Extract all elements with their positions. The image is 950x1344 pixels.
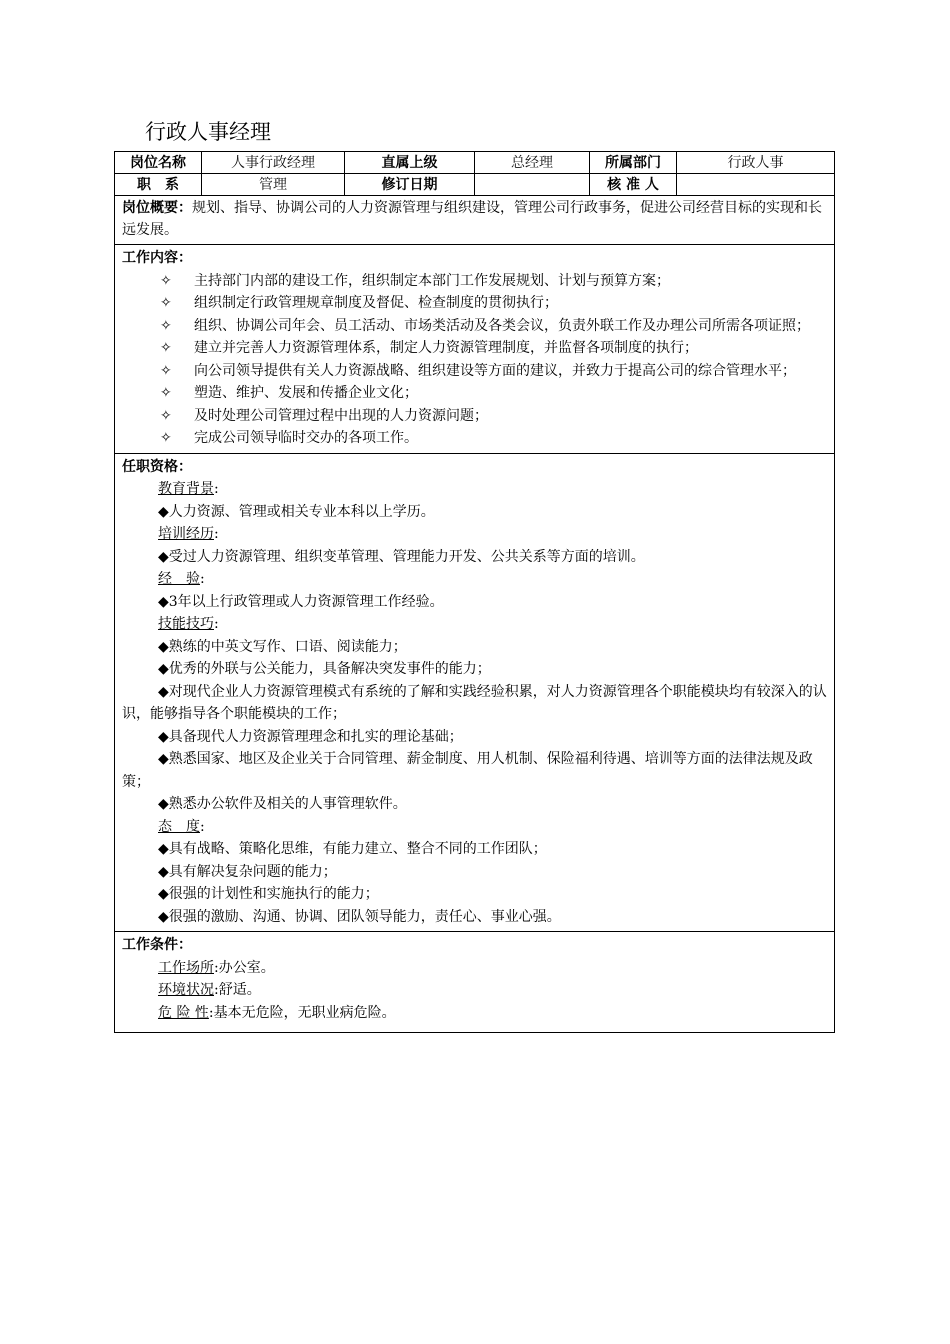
list-item: ◆很强的激励、沟通、协调、团队领导能力，责任心、事业心强。 bbox=[158, 908, 561, 925]
duty-marker: ✧ bbox=[160, 430, 172, 446]
job-family-label: 职 系 bbox=[115, 174, 202, 196]
duty-marker: ✧ bbox=[160, 385, 172, 401]
duty-marker: ✧ bbox=[160, 317, 172, 334]
duties-section: 工作内容： ✧ 主持部门内部的建设工作，组织制定本部门工作发展规划、计划与预算方案； ✧ 组织制定行政管理规章制度及督促、检查制度的贯彻执行； ✧ 组织、协调公司年会、员工活动、市场类活动及各类会议，负责外联工作及办理公司所需各项证照； ✧ 建立并完善人力资源管理体系，制定人力资源管理制度，并监督各项制度的执行； ✧ 向公司领导提供有关人力资源战略、组织建设等方面的建议，并致力于提高公司的综合管理水平； ✧ 塑造、维护、发展和传播企业文化； ✧ 及时处理公司管理过程中出现的人力资源问题； ✧ 完成公司领导临时交办的各项工作。 bbox=[115, 245, 835, 454]
header-row-2 bbox=[115, 174, 835, 196]
list-item: ◆熟练的中英文写作、口语、阅读能力； bbox=[158, 638, 407, 655]
qualifications-section: 任职资格： 教育背景: ◆人力资源、管理或相关专业本科以上学历。 培训经历: ◆受过人力资源管理、组织变革管理、管理能力开发、公共关系等方面的培训。 经 验: ◆3年以上行政管理或人力资源管理工作经验。 技能技巧: ◆熟练的中英文写作、口语、阅读能力； ◆优秀的外联与公关能力，具备解决突发事件的能力； ◆对现代企业人力资源管理模式有系统的了解和实践经验积累，对人力资源管理各个职能模块均有较深入的认识，能够指导各个职能模块的工作； ◆具备现代人力资源管理理念和扎实的理论基础； ◆熟悉国家、地区及企业关于合同管理、薪金制度、用人机制、保险福利待遇、培训等方面的法律法规及政策； ◆熟悉办公软件及相关的人事管理软件。 态 度: ◆具有战略、策略化思维，有能力建立、整合不同的工作团队； ◆具有解决复杂问题的能力； ◆很强的计划性和实施执行的能力； ◆很强的激励、沟通、协调、团队领导能力，责任心、事业心强。 bbox=[115, 453, 835, 932]
duty-marker: ✧ bbox=[160, 362, 172, 379]
list-item: ◆具备现代人力资源管理理念和扎实的理论基础； bbox=[158, 728, 463, 745]
header-row-1 bbox=[115, 152, 835, 174]
summary-text: 规划、指导、协调公司的人力资源管理与组织建设，管理公司行政事务，促进公司经营目标的实现和长远发展。 bbox=[122, 200, 822, 238]
list-item: ◆具有解决复杂问题的能力； bbox=[158, 863, 337, 880]
condition-hazard: 危 险 性:基本无危险，无职业病危险。 bbox=[158, 1004, 396, 1021]
duty-item: ✧ 及时处理公司管理过程中出现的人力资源问题； bbox=[122, 405, 827, 428]
list-item: ◆熟悉国家、地区及企业关于合同管理、薪金制度、用人机制、保险福利待遇、培训等方面的法律法规及政策； bbox=[122, 751, 813, 790]
duty-item: ✧ 塑造、维护、发展和传播企业文化； bbox=[122, 382, 827, 405]
department-label: 所属部门 bbox=[590, 152, 677, 174]
conditions-section: 工作条件： 工作场所:办公室。 环境状况:舒适。 危 险 性:基本无危险，无职业病危险。 bbox=[115, 932, 835, 1033]
document-title: 行政人事经理 bbox=[145, 120, 271, 144]
conditions-label: 工作条件 bbox=[122, 937, 178, 953]
summary-row bbox=[115, 196, 835, 245]
department-value: 行政人事 bbox=[677, 152, 835, 174]
duty-item: ✧ 建立并完善人力资源管理体系，制定人力资源管理制度，并监督各项制度的执行； bbox=[122, 337, 827, 360]
condition-environment: 环境状况:舒适。 bbox=[158, 982, 261, 998]
list-item: ◆3年以上行政管理或人力资源管理工作经验。 bbox=[158, 593, 444, 610]
qualifications-label: 任职资格 bbox=[122, 458, 178, 475]
job-description-table bbox=[114, 151, 835, 1033]
duty-item: ✧ 组织、协调公司年会、员工活动、市场类活动及各类会议，负责外联工作及办理公司所需各项证照； bbox=[122, 315, 827, 338]
duty-item: ✧ 向公司领导提供有关人力资源战略、组织建设等方面的建议，并致力于提高公司的综合管理水平； bbox=[122, 360, 827, 383]
supervisor-value: 总经理 bbox=[475, 152, 590, 174]
revision-date-label: 修订日期 bbox=[345, 174, 475, 196]
summary-section: 岗位概要：规划、指导、协调公司的人力资源管理与组织建设，管理公司行政事务，促进公司经营目标的实现和长远发展。 bbox=[115, 196, 835, 245]
duty-item: ✧ 组织制定行政管理规章制度及督促、检查制度的贯彻执行； bbox=[122, 292, 827, 315]
list-item: ◆对现代企业人力资源管理模式有系统的了解和实践经验积累，对人力资源管理各个职能模块均有较深入的认识，能够指导各个职能模块的工作； bbox=[122, 683, 827, 722]
experience-heading: 经 验: bbox=[158, 571, 205, 587]
list-item: ◆熟悉办公软件及相关的人事管理软件。 bbox=[158, 796, 407, 812]
list-item: ◆受过人力资源管理、组织变革管理、管理能力开发、公共关系等方面的培训。 bbox=[158, 548, 645, 565]
list-item: ◆具有战略、策略化思维，有能力建立、整合不同的工作团队； bbox=[158, 841, 547, 857]
duty-item: ✧ 主持部门内部的建设工作，组织制定本部门工作发展规划、计划与预算方案； bbox=[122, 270, 827, 293]
qualifications-row bbox=[115, 453, 835, 932]
approver-value bbox=[677, 174, 835, 196]
revision-date-value bbox=[475, 174, 590, 196]
skills-heading: 技能技巧: bbox=[158, 616, 219, 632]
education-heading: 教育背景: bbox=[158, 481, 219, 497]
duty-item: ✧ 完成公司领导临时交办的各项工作。 bbox=[122, 427, 827, 450]
condition-workplace: 工作场所:办公室。 bbox=[158, 959, 275, 976]
conditions-row bbox=[115, 932, 835, 1033]
summary-label: 岗位概要 bbox=[122, 200, 178, 216]
duty-marker: ✧ bbox=[160, 407, 172, 424]
position-name-label: 岗位名称 bbox=[115, 152, 202, 174]
duties-label: 工作内容 bbox=[122, 250, 178, 266]
job-family-value: 管理 bbox=[202, 174, 345, 196]
duty-marker: ✧ bbox=[160, 295, 172, 311]
list-item: ◆人力资源、管理或相关专业本科以上学历。 bbox=[158, 503, 435, 520]
training-heading: 培训经历: bbox=[158, 526, 219, 542]
attitude-heading: 态 度: bbox=[158, 818, 205, 835]
duties-row bbox=[115, 245, 835, 454]
list-item: ◆很强的计划性和实施执行的能力； bbox=[158, 886, 379, 902]
duty-marker: ✧ bbox=[160, 340, 172, 356]
supervisor-label: 直属上级 bbox=[345, 152, 475, 174]
list-item: ◆优秀的外联与公关能力，具备解决突发事件的能力； bbox=[158, 661, 491, 677]
approver-label: 核 准 人 bbox=[590, 174, 677, 196]
duty-marker: ✧ bbox=[160, 272, 172, 289]
position-name-value: 人事行政经理 bbox=[202, 152, 345, 174]
